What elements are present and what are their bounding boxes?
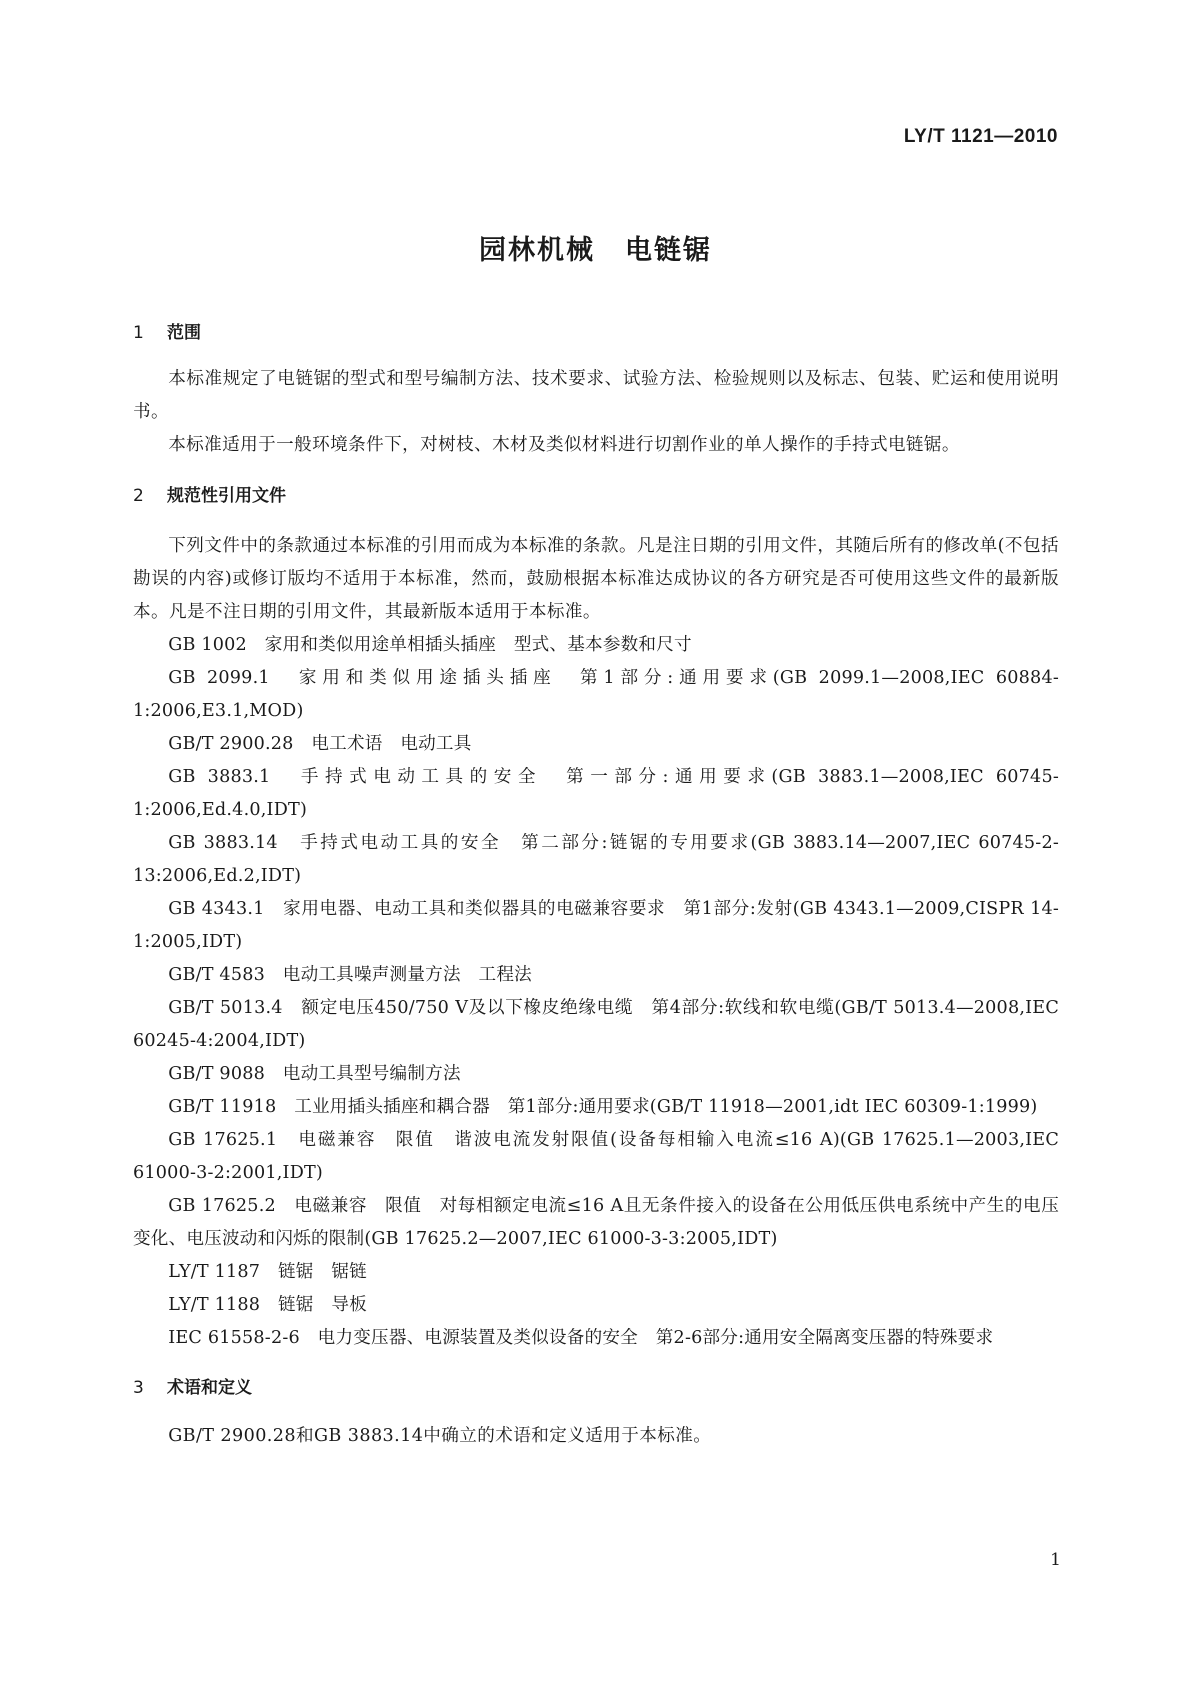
reference-item: GB 3883.14 手持式电动工具的安全 第二部分:链锯的专用要求(GB 3883.14—2007,IEC 60745-2-13:2006,Ed.2,IDT) <box>133 833 1059 886</box>
section-title: 术语和定义 <box>167 1378 252 1398</box>
reference-item: GB 3883.1 手持式电动工具的安全 第一部分:通用要求(GB 3883.1—2008,IEC 60745-1:2006,Ed.4.0,IDT) <box>133 767 1059 820</box>
document-title <box>0 228 1191 267</box>
scope-paragraph: 本标准规定了电链锯的型式和型号编制方法、技术要求、试验方法、检验规则以及标志、包装、贮运和使用说明书。 <box>133 369 1059 422</box>
title-part-1: 园林机械 <box>479 235 595 266</box>
document-body <box>133 318 1059 1453</box>
reference-item: GB/T 11918 工业用插头插座和耦合器 第1部分:通用要求(GB/T 11918—2001,idt IEC 60309-1:1999) <box>168 1097 1038 1117</box>
section-title: 规范性引用文件 <box>167 486 286 506</box>
reference-item: GB 2099.1 家用和类似用途插头插座 第1部分:通用要求(GB 2099.1—2008,IEC 60884-1:2006,E3.1,MOD) <box>133 668 1059 721</box>
reference-item: LY/T 1187 链锯 锯链 <box>168 1262 367 1282</box>
scope-paragraph: 本标准适用于一般环境条件下，对树枝、木材及类似材料进行切割作业的单人操作的手持式电链锯。 <box>168 435 960 455</box>
reference-item: GB/T 9088 电动工具型号编制方法 <box>168 1064 461 1084</box>
reference-item: GB 1002 家用和类似用途单相插头插座 型式、基本参数和尺寸 <box>168 635 692 655</box>
reference-item: GB/T 5013.4 额定电压450/750 V及以下橡皮绝缘电缆 第4部分:软线和软电缆(GB/T 5013.4—2008,IEC 60245-4:2004,IDT) <box>133 998 1059 1051</box>
terms-paragraph: GB/T 2900.28和GB 3883.14中确立的术语和定义适用于本标准。 <box>168 1426 712 1446</box>
section-3-body <box>133 1420 1059 1453</box>
section-number: 3 <box>133 1378 144 1398</box>
page-number: 1 <box>1050 1550 1061 1570</box>
section-number: 2 <box>133 486 144 506</box>
reference-item: GB 17625.1 电磁兼容 限值 谐波电流发射限值(设备每相输入电流≤16 A)(GB 17625.1—2003,IEC 61000-3-2:2001,IDT) <box>133 1130 1059 1183</box>
reference-item: GB/T 2900.28 电工术语 电动工具 <box>168 734 472 754</box>
section-title: 范围 <box>167 323 201 343</box>
reference-item: GB/T 4583 电动工具噪声测量方法 工程法 <box>168 965 532 985</box>
section-1-body <box>133 363 1059 462</box>
section-2-heading <box>133 481 1059 511</box>
title-part-2: 电链锯 <box>625 235 712 266</box>
section-2-body <box>133 530 1059 1355</box>
references-intro: 下列文件中的条款通过本标准的引用而成为本标准的条款。凡是注日期的引用文件，其随后所有的修改单(不包括勘误的内容)或修订版均不适用于本标准，然而，鼓励根据本标准达成协议的各方研究是否可使用这些文件的最新版本。凡是不注日期的引用文件，其最新版本适用于本标准。 <box>133 536 1059 622</box>
standard-code: LY/T 1121—2010 <box>903 126 1058 147</box>
reference-item: GB 17625.2 电磁兼容 限值 对每相额定电流≤16 A且无条件接入的设备在公用低压供电系统中产生的电压变化、电压波动和闪烁的限制(GB 17625.2—2007,IEC 61000-3-3:2005,IDT) <box>133 1196 1059 1249</box>
reference-item: GB 4343.1 家用电器、电动工具和类似器具的电磁兼容要求 第1部分:发射(GB 4343.1—2009,CISPR 14-1:2005,IDT) <box>133 899 1059 952</box>
section-1-heading <box>133 318 1059 348</box>
section-3-heading <box>133 1373 1059 1403</box>
reference-item: IEC 61558-2-6 电力变压器、电源装置及类似设备的安全 第2-6部分:通用安全隔离变压器的特殊要求 <box>168 1328 994 1348</box>
section-number: 1 <box>133 323 144 343</box>
reference-item: LY/T 1188 链锯 导板 <box>168 1295 367 1315</box>
